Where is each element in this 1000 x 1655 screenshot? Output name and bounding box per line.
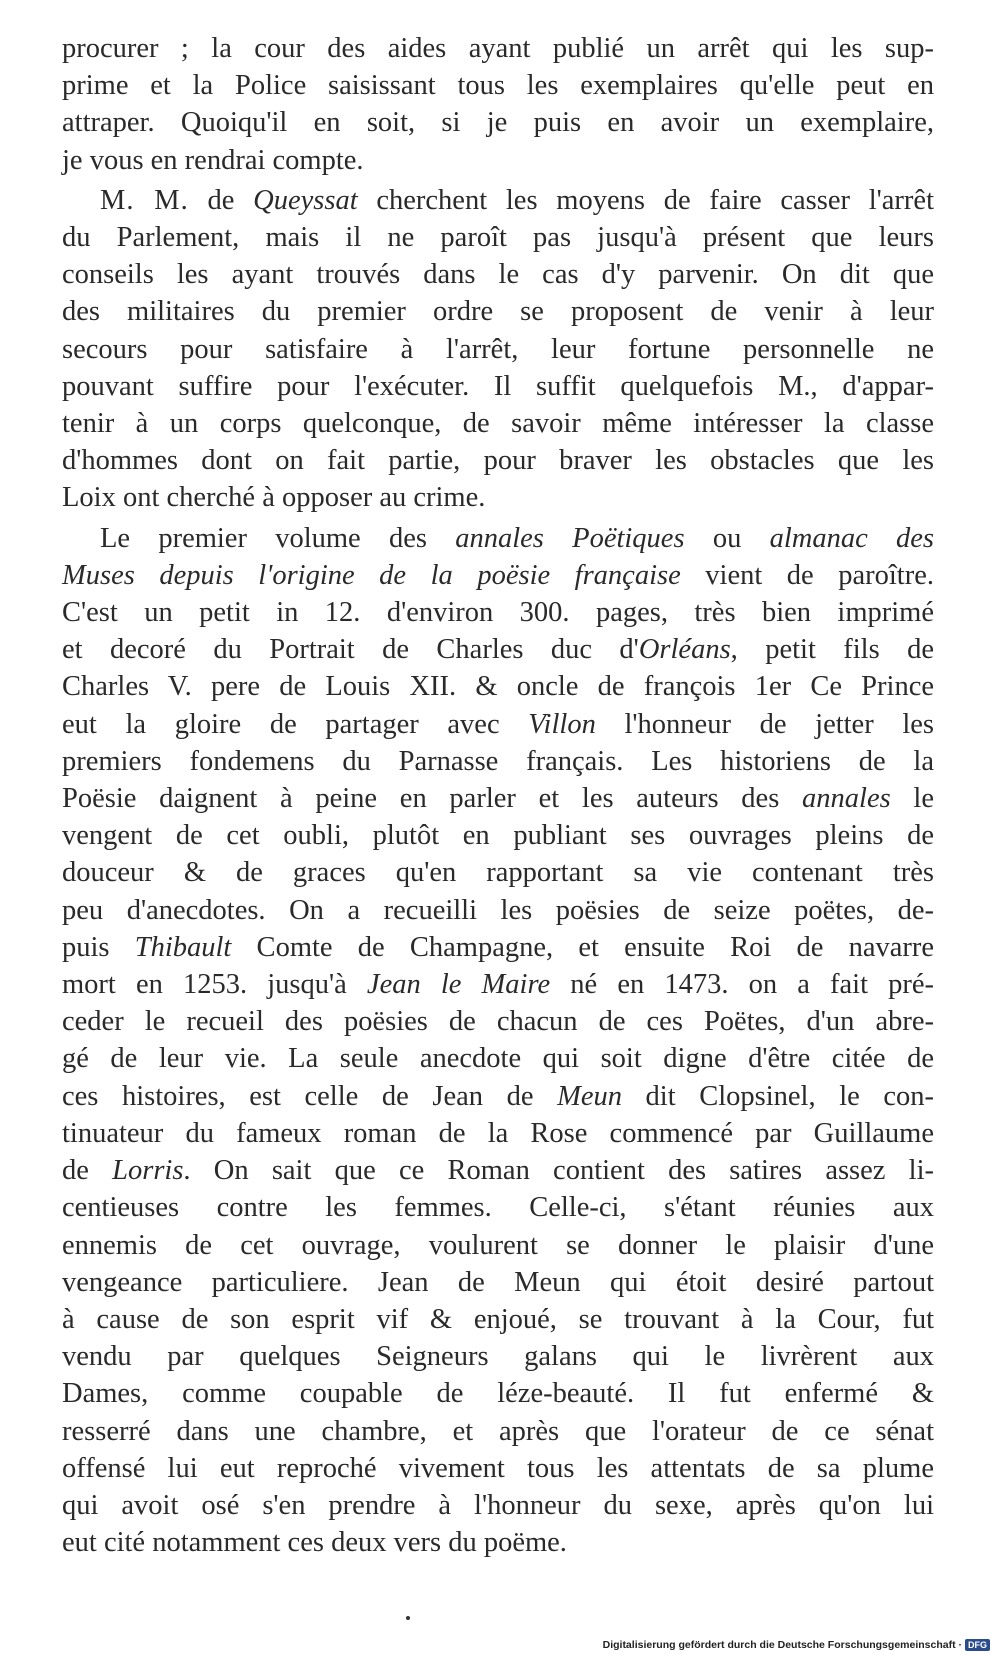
text-line: qui avoit osé s'en prendre à l'honneur du sexe, après qu'on lui (62, 1489, 934, 1521)
text-line: secours pour satisfaire à l'arrêt, leur fortune personnelle ne (62, 333, 934, 365)
text-line: offensé lui eut reproché vivement tous les attentats de sa plume (62, 1452, 934, 1484)
paragraph-1 (62, 30, 934, 179)
text-line: ceder le recueil des poësies de chacun de ces Poëtes, d'un abre- (62, 1006, 934, 1038)
text-line: C'est un petit in 12. d'environ 300. pages, très bien imprimé (62, 597, 934, 629)
text-line: des militaires du premier ordre se proposent de venir à leur (62, 296, 934, 328)
text-line: eut cité notamment ces deux vers du poëme. (62, 1527, 567, 1559)
text-line: procurer ; la cour des aides ayant publié un arrêt qui les sup- (62, 33, 934, 64)
text-line: d'hommes dont on fait partie, pour braver les obstacles que les (62, 445, 934, 477)
text-line: tinuateur du fameux roman de la Rose commencé par Guillaume (62, 1117, 934, 1149)
text-line: puis Thibault Comte de Champagne, et ensuite Roi de navarre (62, 931, 935, 963)
footer-text: Digitalisierung gefördert durch die Deutsche Forschungsgemeinschaft · (602, 1639, 962, 1651)
text-line: vengeance particuliere. Jean de Meun qui étoit desiré partout (62, 1266, 934, 1298)
text-line: resserré dans une chambre, et après que l'orateur de ce sénat (62, 1415, 934, 1447)
text-line: Dames, comme coupable de léze-beauté. Il fut enfermé & (62, 1378, 934, 1410)
text-line: je vous en rendrai compte. (62, 144, 364, 176)
text-line: peu d'anecdotes. On a recueilli les poësies de seize poëtes, de- (62, 894, 934, 926)
digitization-footer (603, 1639, 990, 1651)
text-line: eut la gloire de partager avec Villon l'honneur de jetter les (62, 708, 935, 740)
document-page (62, 30, 934, 1561)
text-line: ces histoires, est celle de Jean de Meun dit Clopsinel, le con- (62, 1080, 934, 1112)
text-line: tenir à un corps quelconque, de savoir même intéresser la classe (62, 408, 934, 440)
paragraph-2 (62, 182, 934, 517)
text-line: de Lorris. On sait que ce Roman contient des satires assez li- (62, 1155, 934, 1187)
text-line: prime et la Police saisissant tous les exemplaires qu'elle peut en (62, 70, 934, 102)
text-line: Poësie daignent à peine en parler et les auteurs des annales le (62, 783, 934, 815)
paragraph-3 (62, 520, 934, 1562)
page-mark (406, 1616, 410, 1620)
text-line: vendu par quelques Seigneurs galans qui le livrèrent aux (62, 1341, 934, 1373)
text-line: Loix ont cherché à opposer au crime. (62, 482, 486, 514)
text-line: ennemis de cet ouvrage, voulurent se donner le plaisir d'une (62, 1229, 934, 1261)
text-line: Le premier volume des annales Poëtiques ou almanac des (100, 522, 935, 554)
text-line: conseils les ayant trouvés dans le cas d'y parvenir. On dit que (62, 259, 934, 291)
text-line: attraper. Quoiqu'il en soit, si je puis en avoir un exemplaire, (62, 107, 934, 139)
text-line: Charles V. pere de Louis XII. & oncle de françois 1er Ce Prince (62, 671, 934, 703)
text-line: M. M. de Queyssat cherchent les moyens de faire casser l'arrêt (100, 184, 934, 216)
text-line: Muses depuis l'origine de la poësie française vient de paroître. (62, 559, 934, 591)
text-line: à cause de son esprit vif & enjoué, se trouvant à la Cour, fut (62, 1303, 934, 1335)
text-line: vengent de cet oubli, plutôt en publiant ses ouvrages pleins de (62, 820, 934, 852)
text-line: centieuses contre les femmes. Celle-ci, s'étant réunies aux (62, 1192, 934, 1224)
text-line: mort en 1253. jusqu'à Jean le Maire né en 1473. on a fait pré- (62, 969, 934, 1001)
abbreviation: M. M. (100, 184, 189, 216)
text-line: gé de leur vie. La seule anecdote qui soit digne d'être citée de (62, 1043, 934, 1075)
dfg-logo-icon: DFG (965, 1639, 990, 1651)
text-line: du Parlement, mais il ne paroît pas jusqu'à présent que leurs (62, 222, 934, 254)
person-name: Queyssat (253, 184, 358, 216)
text-line: et decoré du Portrait de Charles duc d'Orléans, petit fils de (62, 634, 934, 666)
text-line: pouvant suffire pour l'exécuter. Il suffit quelquefois M., d'appar- (62, 370, 934, 402)
text-line: premiers fondemens du Parnasse français. Les historiens de la (62, 745, 934, 777)
text-line: douceur & de graces qu'en rapportant sa vie contenant très (62, 857, 934, 889)
